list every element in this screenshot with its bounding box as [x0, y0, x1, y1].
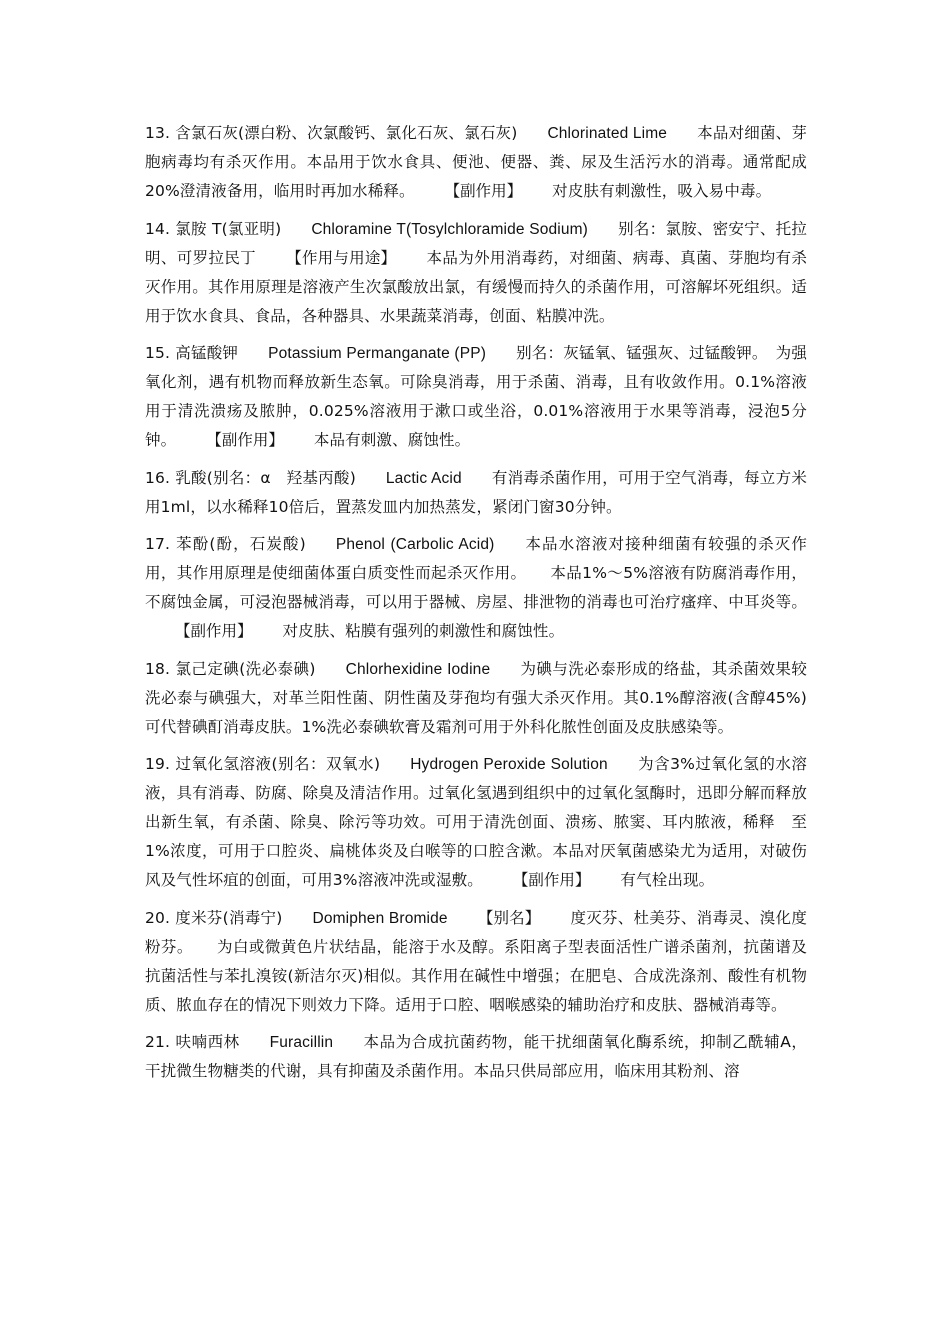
entry-heading: 21. 呋喃西林 — [145, 1033, 240, 1051]
entry-english-name: Furacillin — [269, 1034, 334, 1051]
entry-14 — [145, 215, 807, 331]
entry-tail: 有气栓出现。 — [620, 871, 715, 889]
entry-english-name: Chlorhexidine Iodine — [345, 660, 491, 678]
entry-20 — [145, 904, 807, 1020]
entry-english-name: Domiphen Bromide — [312, 909, 448, 927]
entry-tag: 【别名】 — [477, 908, 541, 927]
entry-english-name: Hydrogen Peroxide Solution — [410, 756, 608, 773]
entry-heading: 17. 苯酚(酚，石炭酸) — [145, 535, 306, 553]
entry-heading: 15. 高锰酸钾 — [145, 344, 239, 362]
entry-tail: 本品有刺激、腐蚀性。 — [313, 431, 471, 449]
entry-tail: 对皮肤、粘膜有强列的刺激性和腐蚀性。 — [282, 622, 565, 640]
entry-tag: 【作用与用途】 — [286, 248, 397, 267]
entry-english-name: Potassium Permanganate (PP) — [268, 345, 487, 362]
entry-tag: 【副作用】 — [206, 431, 284, 449]
entry-english-name: Phenol (Carbolic Acid) — [335, 536, 495, 553]
entry-body: 为碘与洗必泰形成的络盐，其杀菌效果较洗必泰与碘强大，对革兰阳性菌、阴性菌及芽孢均有强大杀灭作用。其0.1%醇溶液(含醇45%)可代替碘酊消毒皮肤。1%洗必泰碘软膏及霜剂可用于外科化脓性创面及皮肤感染等。 — [145, 659, 808, 736]
entry-body: 别名：灰锰氧、锰强灰、过锰酸钾。 为强氧化剂，遇有机物而释放新生态氧。可除臭消毒，用于杀菌、消毒，且有收敛作用。0.1%溶液用于清洗溃疡及脓肿，0.025%溶液用于漱口或坐浴，0.01%溶液用于水果等消毒，浸泡5分钟。 — [145, 344, 807, 449]
entry-16 — [145, 464, 807, 522]
entry-heading: 13. 含氯石灰(漂白粉、次氯酸钙、氯化石灰、氯石灰) — [145, 124, 518, 142]
entry-17 — [145, 530, 807, 646]
entry-heading: 18. 氯己定碘(洗必泰碘) — [145, 659, 316, 678]
entry-tail: 对皮肤有刺激性，吸入易中毒。 — [552, 182, 772, 200]
entry-tag: 【副作用】 — [444, 182, 523, 200]
entry-body: 有消毒杀菌作用，可用于空气消毒，每立方米用1ml，以水稀释10倍后，置蒸发皿内加热蒸发，紧闭门窗30分钟。 — [145, 468, 807, 516]
entry-english-name: Lactic Acid — [385, 469, 462, 487]
entry-body: 为含3%过氧化氢的水溶液，具有消毒、防腐、除臭及清洁作用。过氧化氢遇到组织中的过氧化氢酶时，迅即分解而释放出新生氧，有杀菌、除臭、除污等功效。可用于清洗创面、溃疡、脓窦、耳内脓液，稀释 至1%浓度，可用于口腔炎、扁桃体炎及白喉等的口腔含漱。本品对厌氧菌感染尤为适用，对破伤风及气性坏疽的创面，可用3%溶液冲洗或湿敷。 — [145, 755, 807, 889]
entry-body: 本品水溶液对接种细菌有较强的杀灭作用，其作用原理是使细菌体蛋白质变性而起杀灭作用。 本品1%～5%溶液有防腐消毒作用，不腐蚀金属，可浸泡器械消毒，可以用于器械、房屋、排泄物的消毒也可治疗瘙痒、中耳炎等。 — [145, 535, 807, 611]
entry-english-name: Chloramine T(Tosylchloramide Sodium) — [311, 220, 588, 238]
entry-tail: 本品为外用消毒药，对细菌、病毒、真菌、芽胞均有杀灭作用。其作用原理是溶液产生次氯酸放出氯，有缓慢而持久的杀菌作用，可溶解坏死组织。适用于饮水食具、食品，各种器具、水果蔬菜消毒，创面、粘膜冲洗。 — [145, 248, 807, 325]
entry-heading: 14. 氯胺 T(氯亚明) — [145, 219, 282, 238]
entry-heading: 16. 乳酸(别名：α 羟基丙酸) — [145, 468, 356, 487]
entry-body: 本品为合成抗菌药物，能干扰细菌氧化酶系统，抑制乙酰辅A，干扰微生物糖类的代谢，具有抑菌及杀菌作用。本品只供局部应用，临床用其粉剂、溶 — [145, 1033, 807, 1080]
entry-heading: 19. 过氧化氢溶液(别名：双氧水) — [145, 755, 381, 773]
entry-english-name: Chlorinated Lime — [547, 125, 668, 142]
entry-tail: 度灭芬、杜美芬、消毒灵、溴化度粉芬。 为白或微黄色片状结晶，能溶于水及醇。系阳离子型表面活性广谱杀菌剂，抗菌谱及抗菌活性与苯扎溴铵(新洁尔灭)相似。其作用在碱性中增强；在肥皂、合成洗涤剂、酸性有机物质、脓血存在的情况下则效力下降。适用于口腔、咽喉感染的辅助治疗和皮肤、器械消毒等。 — [145, 908, 807, 1014]
entry-heading: 20. 度米芬(消毒宁) — [145, 908, 283, 927]
entry-15 — [145, 339, 807, 455]
entry-body: 本品对细菌、芽胞病毒均有杀灭作用。本品用于饮水食具、便池、便器、粪、尿及生活污水的消毒。通常配成20%澄清液备用，临用时再加水稀释。 — [145, 124, 807, 200]
entry-21 — [145, 1028, 807, 1086]
entry-tag: 【副作用】 — [512, 871, 591, 889]
entry-19 — [145, 750, 807, 895]
entry-body: 别名：氯胺、密安宁、托拉明、可罗拉民丁 — [145, 219, 807, 267]
entry-13 — [145, 119, 807, 206]
entry-18 — [145, 655, 807, 742]
entry-tag: 【副作用】 — [175, 622, 253, 640]
document-page — [145, 119, 807, 1095]
